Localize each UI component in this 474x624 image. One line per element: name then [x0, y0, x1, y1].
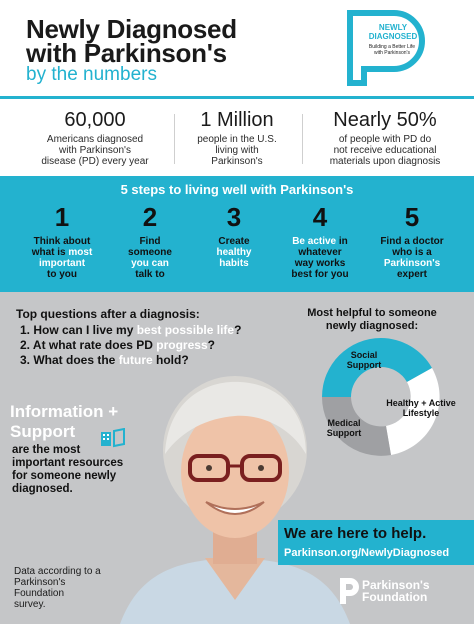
steps-section	[0, 176, 474, 292]
info-title: Information + Support	[10, 402, 119, 441]
step-item	[108, 202, 192, 280]
parkinsons-foundation-logo-icon	[338, 576, 360, 606]
help-url-link[interactable]: Parkinson.org/NewlyDiagnosed	[284, 547, 450, 559]
step-text: Find a doctor who is a Parkinson's expert	[380, 236, 444, 280]
survey-note: Data according to a Parkinson's Foundation survey.	[14, 566, 101, 610]
help-banner	[278, 520, 474, 565]
help-title: We are here to help.	[284, 525, 427, 542]
logo-title: NEWLY DIAGNOSED	[368, 23, 418, 41]
support-section	[0, 292, 474, 624]
stat-divider	[302, 114, 303, 164]
stat-item	[30, 108, 160, 167]
stat-value: 60,000	[64, 109, 126, 131]
stat-text: of people with PD do not receive educational materials upon diagnosis	[329, 134, 441, 167]
stat-divider	[174, 114, 175, 164]
step-number: 2	[142, 202, 158, 232]
steps-title: 5 steps to living well with Parkinson's	[120, 182, 354, 197]
page-subtitle: by the numbers	[26, 64, 157, 85]
header	[0, 0, 474, 96]
donut-label-healthy: Healthy + Active Lifestyle	[386, 398, 456, 418]
step-item	[20, 202, 104, 280]
step-text: Be active in whatever way works best for you	[291, 236, 349, 280]
stat-text: people in the U.S. living with Parkinson's	[197, 134, 277, 167]
stat-item	[182, 108, 292, 167]
step-text: Think about what is most important to you	[31, 236, 93, 280]
logo-tagline: Building a Better Life with Parkinson's	[368, 44, 416, 56]
step-item	[278, 202, 362, 280]
step-number: 3	[226, 202, 242, 232]
page-title-line2: with Parkinson's	[26, 38, 227, 68]
header-divider	[0, 96, 474, 99]
question-item: 2. At what rate does PD progress?	[20, 338, 215, 352]
foundation-name: Parkinson's Foundation	[362, 578, 430, 604]
helpful-title: Most helpful to someone newly diagnosed:	[307, 307, 437, 332]
donut-label-social: Social Support	[346, 350, 382, 370]
step-text: Create healthy habits	[216, 236, 252, 269]
stats-section	[0, 100, 474, 176]
step-item	[364, 202, 460, 280]
page-title-line1: Newly Diagnosed	[26, 14, 237, 44]
question-item: 1. How can I live my best possible life?	[20, 323, 242, 337]
step-text: Find someone you can talk to	[128, 236, 172, 280]
stat-item	[312, 108, 458, 167]
donut-label-medical: Medical Support	[326, 418, 362, 438]
stat-value: Nearly 50%	[333, 109, 437, 131]
question-item: 3. What does the future hold?	[20, 353, 189, 367]
stat-text: Americans diagnosed with Parkinson's disease (PD) every year	[41, 134, 149, 167]
questions-title: Top questions after a diagnosis:	[16, 307, 200, 321]
step-number: 4	[312, 202, 328, 232]
step-number: 5	[404, 202, 420, 232]
stat-value: 1 Million	[200, 109, 274, 131]
info-body: are the most important resources for someone newly diagnosed.	[12, 444, 124, 495]
step-item	[192, 202, 276, 269]
step-number: 1	[54, 202, 70, 232]
